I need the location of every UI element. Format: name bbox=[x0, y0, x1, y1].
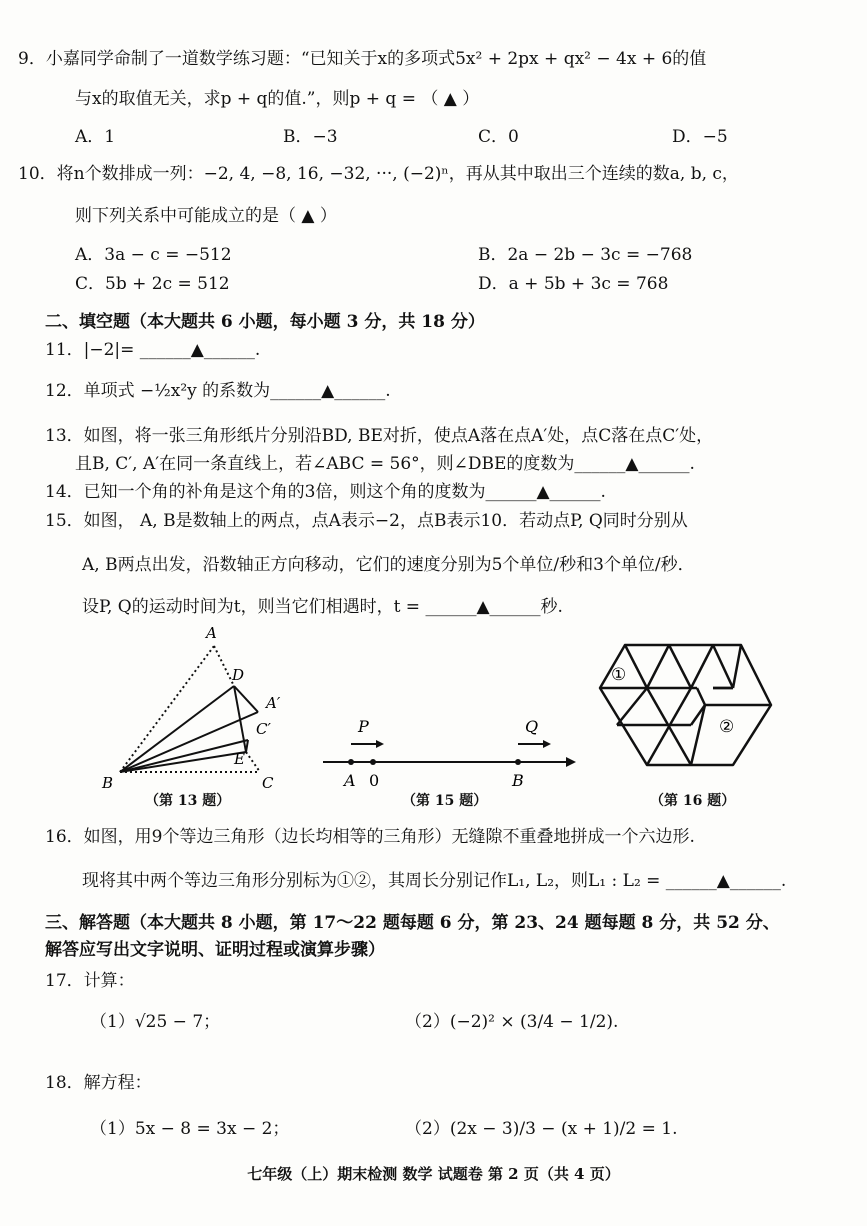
fig13-label-B: B bbox=[102, 774, 114, 792]
fig13-line-EC bbox=[246, 752, 260, 772]
fig15-label-Q: Q bbox=[525, 717, 539, 736]
fig16-line-2 bbox=[625, 645, 647, 688]
q14: 14．已知一个角的补角是这个角的3倍，则这个角的度数为______▲______. bbox=[45, 482, 606, 502]
q10-line1: 10．将n个数排成一列：−2, 4, −8, 16, −32, ···, (−2)ⁿ，再从其中取出三个连续的数a, b, c， bbox=[18, 164, 739, 184]
q15-line1: 15．如图， A, B是数轴上的两点，点A表示−2，点B表示10．若动点P, Q同时分别从 bbox=[45, 511, 688, 531]
fig15-point-B bbox=[515, 759, 521, 765]
fig16-label-1: ① bbox=[611, 665, 627, 685]
page-footer: 七年级（上）期末检测 数学 试题卷 第 2 页（共 4 页） bbox=[247, 1165, 620, 1183]
fig15-number-line-arrow bbox=[566, 757, 576, 767]
section3-header-line2: 解答应写出文字说明、证明过程或演算步骤） bbox=[45, 940, 385, 960]
figure-15 bbox=[318, 700, 583, 795]
fig15-arrow-P-head bbox=[376, 740, 384, 748]
fig13-label-C-prime: C′ bbox=[256, 720, 271, 738]
fig16-label-2: ② bbox=[719, 717, 735, 737]
figure-16 bbox=[595, 640, 775, 770]
fig16-line-3 bbox=[647, 645, 669, 688]
q9-option-a: A．1 bbox=[75, 127, 116, 147]
fig16-line-5 bbox=[691, 645, 713, 688]
q9-option-b: B．−3 bbox=[283, 127, 338, 147]
q13-line2: 且B, C′, A′在同一条直线上，若∠ABC = 56°，则∠DBE的度数为______▲______. bbox=[75, 454, 695, 474]
fig16-caption: （第 16 题） bbox=[650, 793, 736, 809]
q10-line2: 则下列关系中可能成立的是（ ▲ ） bbox=[75, 206, 337, 226]
fig13-line-BA bbox=[120, 646, 214, 772]
fig15-label-P: P bbox=[358, 717, 369, 736]
q17-part2: （2）(−2)² × (3/4 − 1/2). bbox=[405, 1012, 619, 1032]
fig13-caption: （第 13 题） bbox=[145, 793, 231, 809]
fig16-line-12 bbox=[617, 688, 647, 725]
q15-line3: 设P, Q的运动时间为t，则当它们相遇时，t = ______▲______秒. bbox=[82, 597, 563, 617]
q15-line2: A, B两点出发，沿数轴正方向移动，它们的速度分别为5个单位/秒和3个单位/秒． bbox=[82, 555, 695, 575]
q12: 12．单项式 −½x²y 的系数为______▲______. bbox=[45, 381, 391, 401]
fig13-line-AD bbox=[214, 646, 234, 686]
q11: 11．|−2|= ______▲______. bbox=[45, 340, 261, 360]
fig16-line-4 bbox=[669, 645, 691, 688]
q18-part1: （1）5x − 8 = 3x − 2； bbox=[90, 1119, 290, 1139]
fig13-label-E: E bbox=[234, 750, 245, 768]
fig13-line-C2E bbox=[246, 740, 248, 752]
q10-option-a: A．3a − c = −512 bbox=[75, 245, 232, 265]
fig15-point-A bbox=[348, 759, 354, 765]
q10-option-d: D．a + 5b + 3c = 768 bbox=[478, 274, 669, 294]
fig15-label-0: 0 bbox=[369, 771, 380, 790]
fig16-line-7 bbox=[733, 645, 741, 688]
figure-13 bbox=[90, 622, 300, 797]
q17-title: 17．计算： bbox=[45, 971, 135, 991]
q16-line1: 16．如图，用9个等边三角形（边长均相等的三角形）无缝隙不重叠地拼成一个六边形. bbox=[45, 827, 695, 847]
fig15-label-A: A bbox=[344, 771, 356, 790]
q9-option-c: C．0 bbox=[478, 127, 519, 147]
q10-option-b: B．2a − 2b − 3c = −768 bbox=[478, 245, 693, 265]
fig13-line-BE bbox=[120, 752, 246, 772]
q9-option-d: D．−5 bbox=[672, 127, 728, 147]
q9-line2: 与x的取值无关，求p + q的值.”，则p + q = （ ▲ ） bbox=[75, 89, 480, 109]
fig13-label-A-prime: A′ bbox=[266, 694, 281, 712]
q18-title: 18．解方程： bbox=[45, 1073, 152, 1093]
fig15-point-0 bbox=[370, 759, 376, 765]
fig15-caption: （第 15 题） bbox=[402, 793, 488, 809]
fig15-label-B: B bbox=[512, 771, 524, 790]
q18-part2: （2）(2x − 3)/3 − (x + 1)/2 = 1. bbox=[405, 1119, 678, 1139]
fig16-line-6 bbox=[713, 645, 733, 688]
q16-line2: 现将其中两个等边三角形分别标为①②，其周长分别记作L₁, L₂，则L₁ : L₂ = ______▲______. bbox=[82, 871, 787, 891]
section3-header-line1: 三、解答题（本大题共 8 小题，第 17～22 题每题 6 分，第 23、24 题每题 8 分，共 52 分、 bbox=[45, 913, 780, 933]
section2-header: 二、填空题（本大题共 6 小题，每小题 3 分，共 18 分） bbox=[45, 312, 485, 332]
q10-option-c: C．5b + 2c = 512 bbox=[75, 274, 230, 294]
fig16-line-8 bbox=[697, 688, 705, 705]
fig13-label-D: D bbox=[232, 666, 245, 684]
q17-part1: （1）√25 − 7； bbox=[90, 1012, 221, 1032]
fig15-arrow-Q-head bbox=[543, 740, 551, 748]
fig13-label-A: A bbox=[206, 624, 217, 642]
q13-line1: 13．如图，将一张三角形纸片分别沿BD, BE对折，使点A落在点A′处，点C落在点C′处， bbox=[45, 426, 714, 446]
fig13-label-C: C bbox=[262, 774, 274, 792]
q9-line1: 9．小嘉同学命制了一道数学练习题：“已知关于x的多项式5x² + 2px + qx² − 4x + 6的值 bbox=[18, 49, 707, 69]
